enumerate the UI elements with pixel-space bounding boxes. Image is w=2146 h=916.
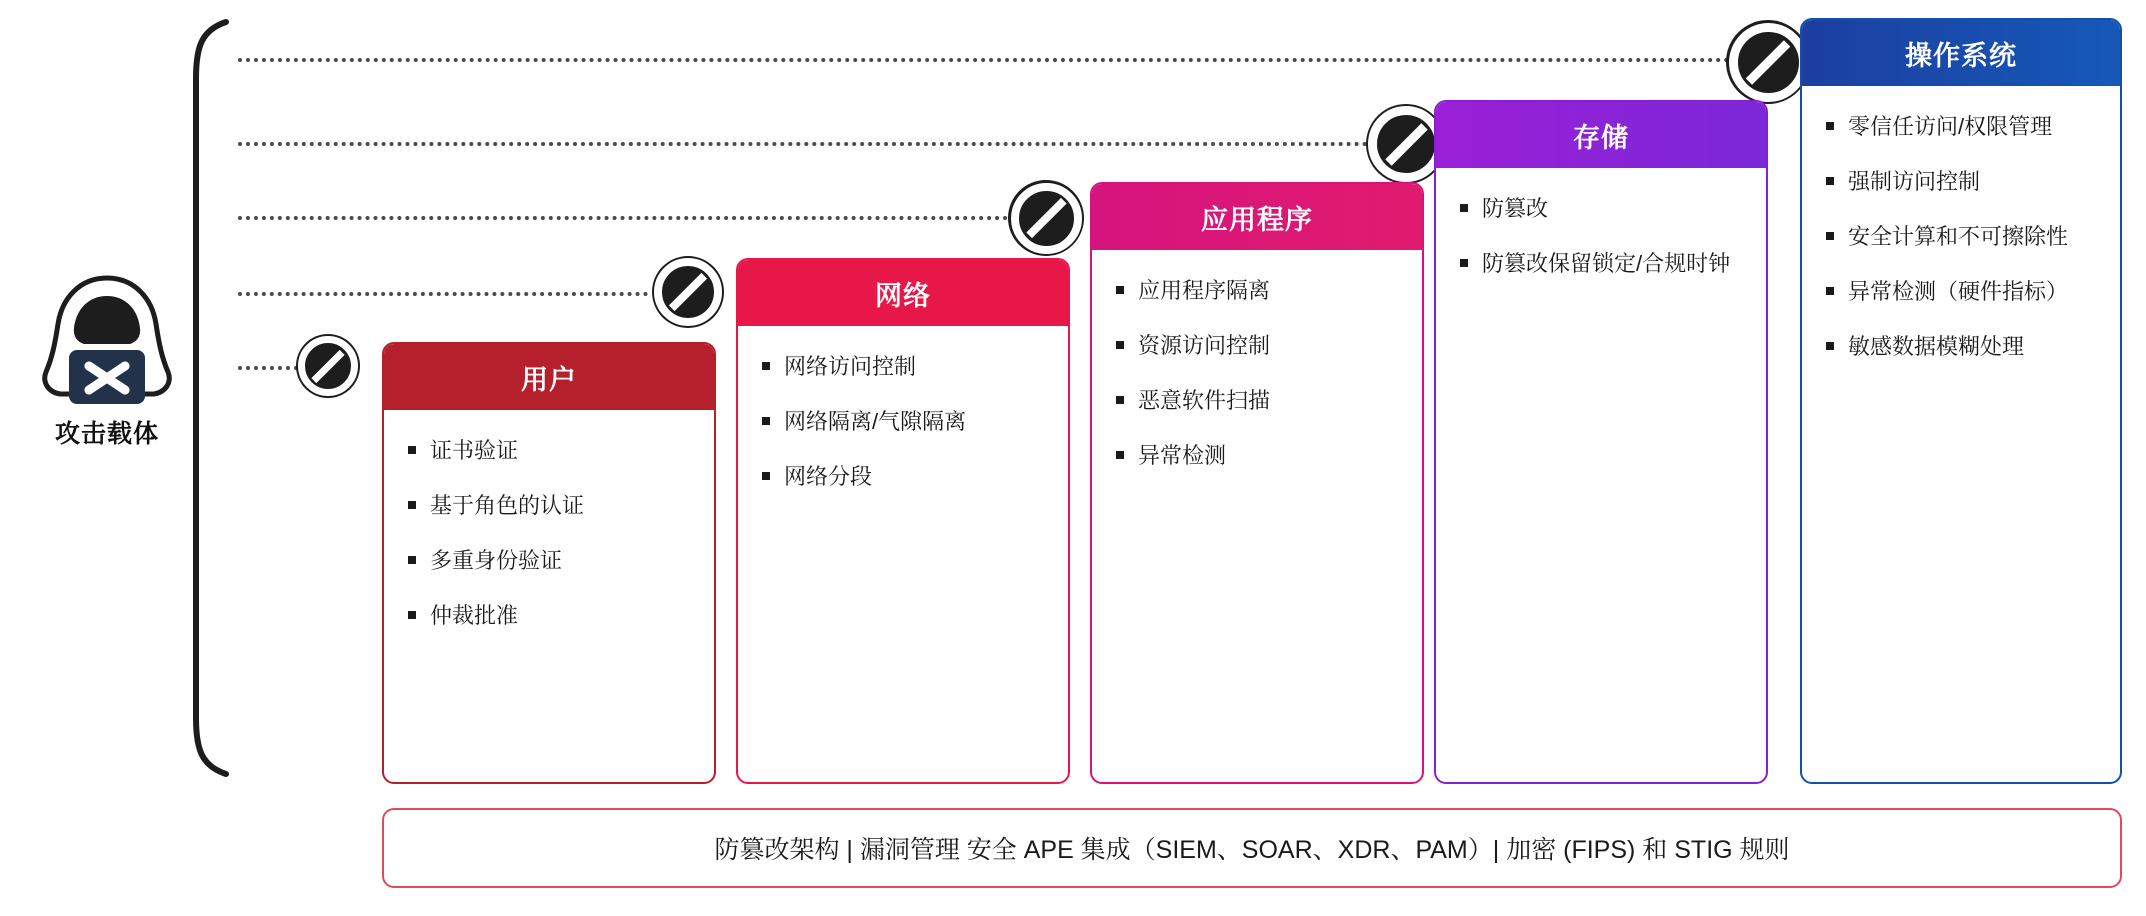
list-item: 网络访问控制 (756, 352, 1050, 381)
layer-title-user: 用户 (384, 344, 714, 410)
list-item: 基于角色的认证 (402, 491, 696, 520)
list-item: 零信任访问/权限管理 (1820, 112, 2102, 141)
list-item: 应用程序隔离 (1110, 276, 1404, 305)
list-item: 防篡改保留锁定/合规时钟 (1454, 249, 1748, 278)
attack-line-app (238, 216, 1008, 220)
blocked-network-icon (652, 256, 724, 328)
layer-card-network[interactable] (736, 258, 1070, 784)
layer-card-user[interactable] (382, 342, 716, 784)
attack-vector-label: 攻击载体 (54, 420, 159, 448)
list-item: 异常检测 (1110, 441, 1404, 470)
layer-card-application[interactable] (1090, 182, 1424, 784)
list-item: 多重身份验证 (402, 546, 696, 575)
blocked-user-icon (296, 334, 360, 398)
list-item: 网络隔离/气隙隔离 (756, 407, 1050, 436)
list-item: 恶意软件扫描 (1110, 386, 1404, 415)
blocked-app-icon (1008, 180, 1084, 256)
bracket-shape (186, 18, 232, 778)
list-item: 仲裁批准 (402, 601, 696, 630)
layer-title-operating-system: 操作系统 (1802, 20, 2120, 86)
list-item: 安全计算和不可擦除性 (1820, 222, 2102, 251)
list-item: 防篡改 (1454, 194, 1748, 223)
hacker-icon (22, 272, 192, 408)
foundation-bar-text: 防篡改架构 | 漏洞管理 安全 APE 集成（SIEM、SOAR、XDR、PAM）| 加密 (FIPS) 和 STIG 规则 (714, 836, 1790, 864)
attack-line-network (238, 292, 648, 296)
list-item: 敏感数据模糊处理 (1820, 332, 2102, 361)
list-item: 证书验证 (402, 436, 696, 465)
list-item: 资源访问控制 (1110, 331, 1404, 360)
list-item: 强制访问控制 (1820, 167, 2102, 196)
layer-title-storage: 存储 (1436, 102, 1766, 168)
list-item: 异常检测（硬件指标） (1820, 277, 2102, 306)
attack-line-storage (238, 142, 1368, 146)
blocked-os-icon (1726, 20, 1810, 104)
layer-card-operating-system[interactable] (1800, 18, 2122, 784)
list-item: 网络分段 (756, 462, 1050, 491)
layer-body-storage (1436, 168, 1766, 314)
foundation-bar (382, 808, 2122, 888)
layer-body-application (1092, 250, 1422, 506)
layer-title-application: 应用程序 (1092, 184, 1422, 250)
layer-body-user (384, 410, 714, 666)
layer-title-network: 网络 (738, 260, 1068, 326)
layer-body-operating-system (1802, 86, 2120, 397)
attack-line-user (238, 366, 298, 370)
attack-vector-group (22, 272, 192, 450)
layer-body-network (738, 326, 1068, 527)
attack-line-os (238, 58, 1738, 62)
layer-card-storage[interactable] (1434, 100, 1768, 784)
